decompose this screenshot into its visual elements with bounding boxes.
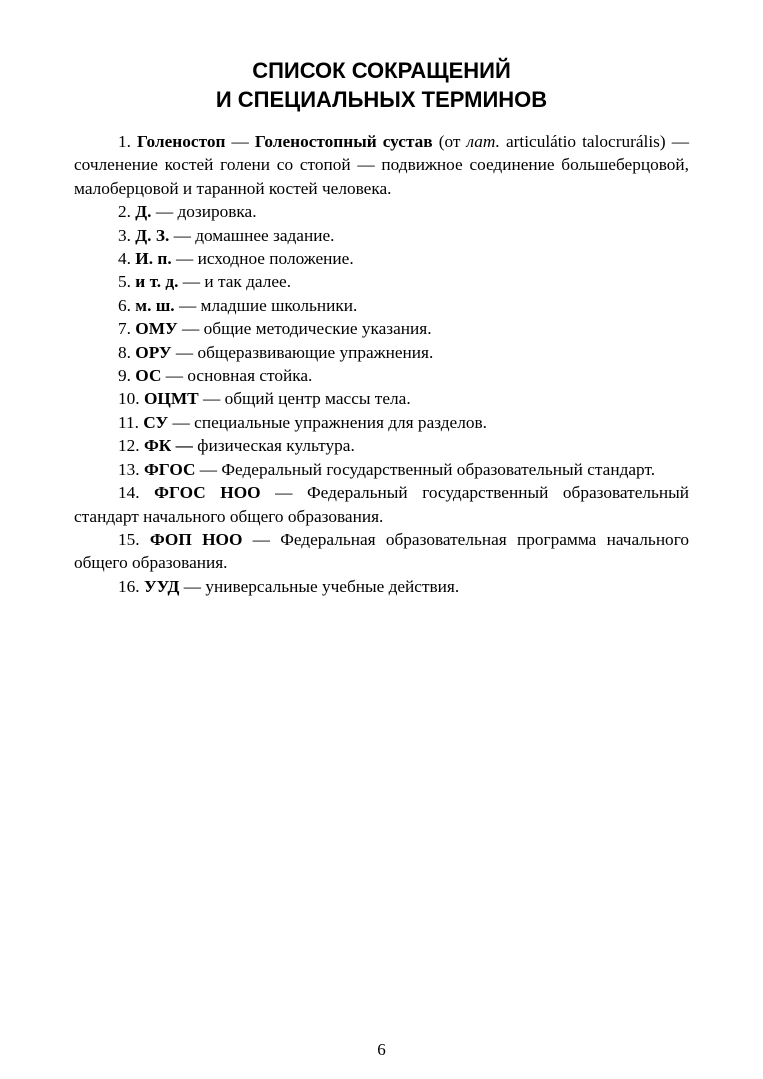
item-definition: — специальные упражнения для разделов. bbox=[168, 412, 487, 432]
item-number: 6. bbox=[118, 295, 131, 315]
abbreviation-list bbox=[74, 130, 689, 598]
list-item bbox=[74, 130, 689, 200]
item-term: ФГОС НОО bbox=[154, 483, 261, 503]
item-term: ОРУ bbox=[135, 342, 172, 362]
item-definition: — общеразвивающие упражнения. bbox=[171, 342, 434, 362]
item-term: Д. bbox=[135, 202, 152, 222]
list-item bbox=[74, 341, 689, 364]
page-title bbox=[0, 56, 763, 114]
list-item bbox=[74, 458, 689, 481]
item-definition: — и так далее. bbox=[178, 272, 292, 292]
item-definition: физическая культура. bbox=[192, 436, 355, 456]
list-item bbox=[74, 434, 689, 457]
item-definition: articulátio talocrurális) — сочленение костей голени со стопой — подвижное соединение большеберцовой, малоберцовой и таранной костей человека. bbox=[74, 132, 689, 198]
item-definition: — Федеральный государственный образовательный стандарт. bbox=[195, 459, 656, 479]
item-term: Голеностоп bbox=[137, 132, 226, 151]
list-item bbox=[74, 317, 689, 340]
item-definition: — дозировка. bbox=[151, 202, 257, 222]
item-number: 5. bbox=[118, 272, 131, 292]
item-definition: — основная стойка. bbox=[161, 366, 313, 386]
page-number: 6 bbox=[377, 1040, 386, 1059]
item-text: (от bbox=[432, 132, 467, 151]
item-number: 13. bbox=[118, 459, 140, 479]
list-item bbox=[74, 247, 689, 270]
list-item bbox=[74, 411, 689, 434]
item-number: 11. bbox=[118, 412, 139, 432]
list-item bbox=[74, 575, 689, 598]
item-number: 8. bbox=[118, 342, 131, 362]
item-term: ОМУ bbox=[135, 319, 178, 339]
item-definition: — универсальные учебные действия. bbox=[179, 576, 460, 596]
item-term: И. п. bbox=[135, 249, 172, 269]
item-number: 14. bbox=[118, 483, 140, 503]
list-item bbox=[74, 364, 689, 387]
list-item bbox=[74, 528, 689, 575]
item-number: 2. bbox=[118, 202, 131, 222]
item-definition: — Федеральный государственный образовательный стандарт начального общего образования. bbox=[74, 483, 689, 526]
list-item bbox=[74, 294, 689, 317]
item-number: 3. bbox=[118, 225, 131, 245]
item-separator: — bbox=[225, 132, 255, 151]
page-title-line-2: И СПЕЦИАЛЬНЫХ ТЕРМИНОВ bbox=[215, 87, 548, 112]
page-title-line-1: СПИСОК СОКРАЩЕНИЙ bbox=[252, 58, 511, 83]
item-definition: — младшие школьники. bbox=[174, 295, 358, 315]
list-item bbox=[74, 270, 689, 293]
item-term: СУ bbox=[143, 412, 169, 432]
item-term: ОС bbox=[135, 366, 162, 386]
item-term: м. ш. bbox=[135, 295, 175, 315]
item-italic: лат. bbox=[466, 132, 500, 151]
item-number: 16. bbox=[118, 576, 140, 596]
item-number: 1. bbox=[118, 132, 131, 151]
item-term: ФОП НОО bbox=[149, 529, 243, 549]
item-definition: — общие методические указания. bbox=[177, 319, 432, 339]
item-term: УУД bbox=[143, 576, 180, 596]
item-definition: — домашнее задание. bbox=[169, 225, 335, 245]
item-number: 12. bbox=[118, 436, 140, 456]
item-term: ОЦМТ bbox=[143, 389, 199, 409]
item-term: ФК — bbox=[143, 436, 193, 456]
item-number: 4. bbox=[118, 249, 131, 269]
item-number: 10. bbox=[118, 389, 140, 409]
item-term-full: Голеностопный сустав bbox=[254, 132, 433, 151]
list-item bbox=[74, 200, 689, 223]
list-item bbox=[74, 387, 689, 410]
item-definition: — общий центр массы тела. bbox=[198, 389, 411, 409]
list-item bbox=[74, 224, 689, 247]
item-definition: — Федеральная образовательная программа начального общего образования. bbox=[74, 529, 690, 573]
item-term: ФГОС bbox=[143, 459, 196, 479]
item-term: и т. д. bbox=[135, 272, 179, 292]
item-term: Д. З. bbox=[135, 225, 170, 245]
item-number: 15. bbox=[118, 529, 140, 549]
list-item bbox=[74, 481, 689, 528]
item-definition: — исходное положение. bbox=[171, 249, 354, 269]
item-number: 7. bbox=[118, 319, 131, 339]
item-number: 9. bbox=[118, 366, 131, 386]
